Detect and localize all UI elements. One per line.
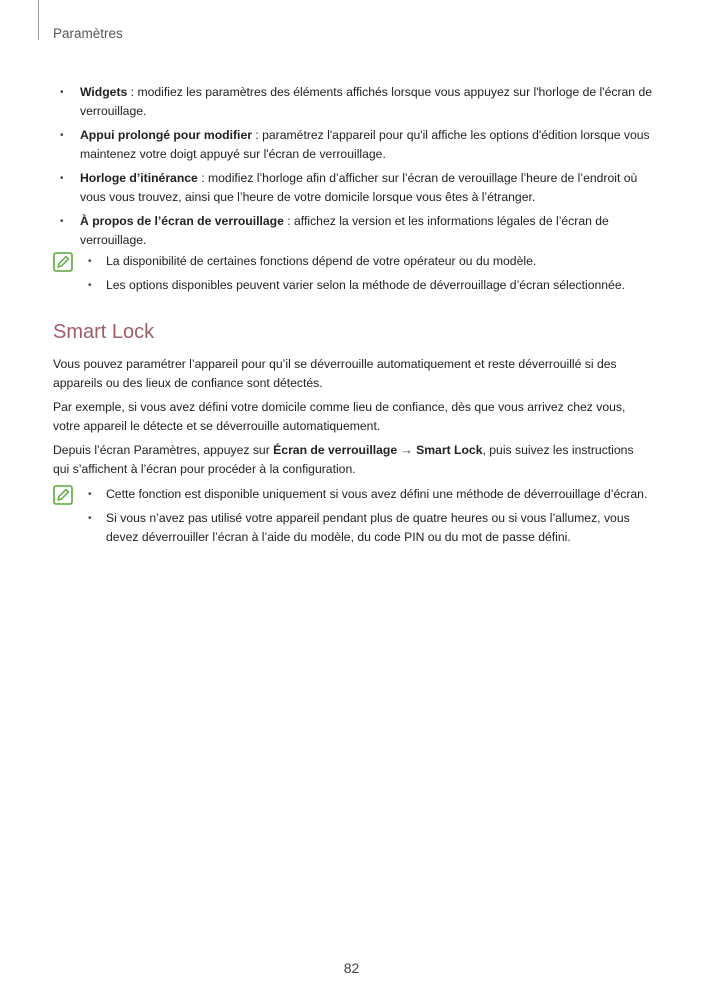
list-item [88,252,653,271]
note-text: La disponibilité de certaines fonctions dépend de votre opérateur ou du modèle. [106,254,537,268]
bullet-dot-icon: • [60,130,64,141]
settings-bullet-list [53,83,653,255]
bullet-dot-icon: • [60,173,64,184]
note-box-2 [53,485,653,552]
note-pencil-icon [53,252,73,272]
list-item [53,169,653,207]
bullet-text: : paramétrez l'appareil pour qu'il affiche les options d'édition lorsque vous maintenez votre doigt appuyé sur l'écran de verrouillage. [80,128,650,161]
header-title: Paramètres [53,26,123,41]
bullet-term: Widgets [80,85,128,99]
paragraph-example: Par exemple, si vous avez défini votre domicile comme lieu de confiance, dès que vous arrivez chez vous, votre appareil le détecte et se déverrouille automatiquement. [53,400,626,433]
bullet-text: : affichez la version et les informations légales de l’écran de verrouillage. [80,214,609,247]
instruction-text: , puis suivez les instructions qui s’affichent à l’écran pour procéder à la configuration. [53,443,634,476]
bullet-dot-icon: • [60,87,64,98]
list-item [53,126,653,164]
paragraph-intro: Vous pouvez paramétrer l’appareil pour qu’il se déverrouille automatiquement et reste déverrouillé si des appareils ou des lieux de confiance sont détectés. [53,357,617,390]
note-box-1 [53,252,653,300]
bullet-term: Appui prolongé pour modifier [80,128,252,142]
list-item [53,212,653,250]
menu-path-lock-screen: Écran de verrouillage [273,443,398,457]
bullet-dot-icon: • [88,280,92,291]
note-list [53,252,653,295]
bullet-dot-icon: • [88,256,92,267]
instruction-text: Depuis l’écran Paramètres, appuyez sur [53,443,274,457]
note-text: Les options disponibles peuvent varier selon la méthode de déverrouillage d’écran sélectionnée. [106,278,625,292]
header-rule [38,0,39,40]
section-title: Smart Lock [53,321,155,343]
menu-path-smart-lock: Smart Lock [416,443,483,457]
bullet-term: Horloge d’itinérance [80,171,198,185]
bullet-term: À propos de l’écran de verrouillage [80,214,284,228]
list-item [88,509,653,547]
list-item [53,83,653,121]
note-list [53,485,653,547]
note-pencil-icon [53,485,73,505]
list-item [88,276,653,295]
bullet-dot-icon: • [60,216,64,227]
note-text: Si vous n’avez pas utilisé votre appareil pendant plus de quatre heures ou si vous l’allumez, vous devez déverrouiller l’écran à l’aide du modèle, du code PIN ou du mot de passe défini. [106,511,630,544]
paragraph-instructions [53,441,653,479]
bullet-text: : modifiez l’horloge afin d’afficher sur l’écran de verouillage l’heure de l’endroit où vous vous trouvez, ainsi que l’heure de votre domicile lorsque vous êtes à l’étranger. [80,171,638,204]
arrow-separator: → [397,443,417,457]
bullet-dot-icon: • [88,489,92,500]
note-text: Cette fonction est disponible uniquement si vous avez défini une méthode de déverrouillage d’écran. [106,487,648,501]
list-item [88,485,653,504]
page-number: 82 [343,960,360,976]
bullet-text: : modifiez les paramètres des éléments affichés lorsque vous appuyez sur l'horloge de l'écran de verrouillage. [80,85,653,118]
bullet-dot-icon: • [88,513,92,524]
